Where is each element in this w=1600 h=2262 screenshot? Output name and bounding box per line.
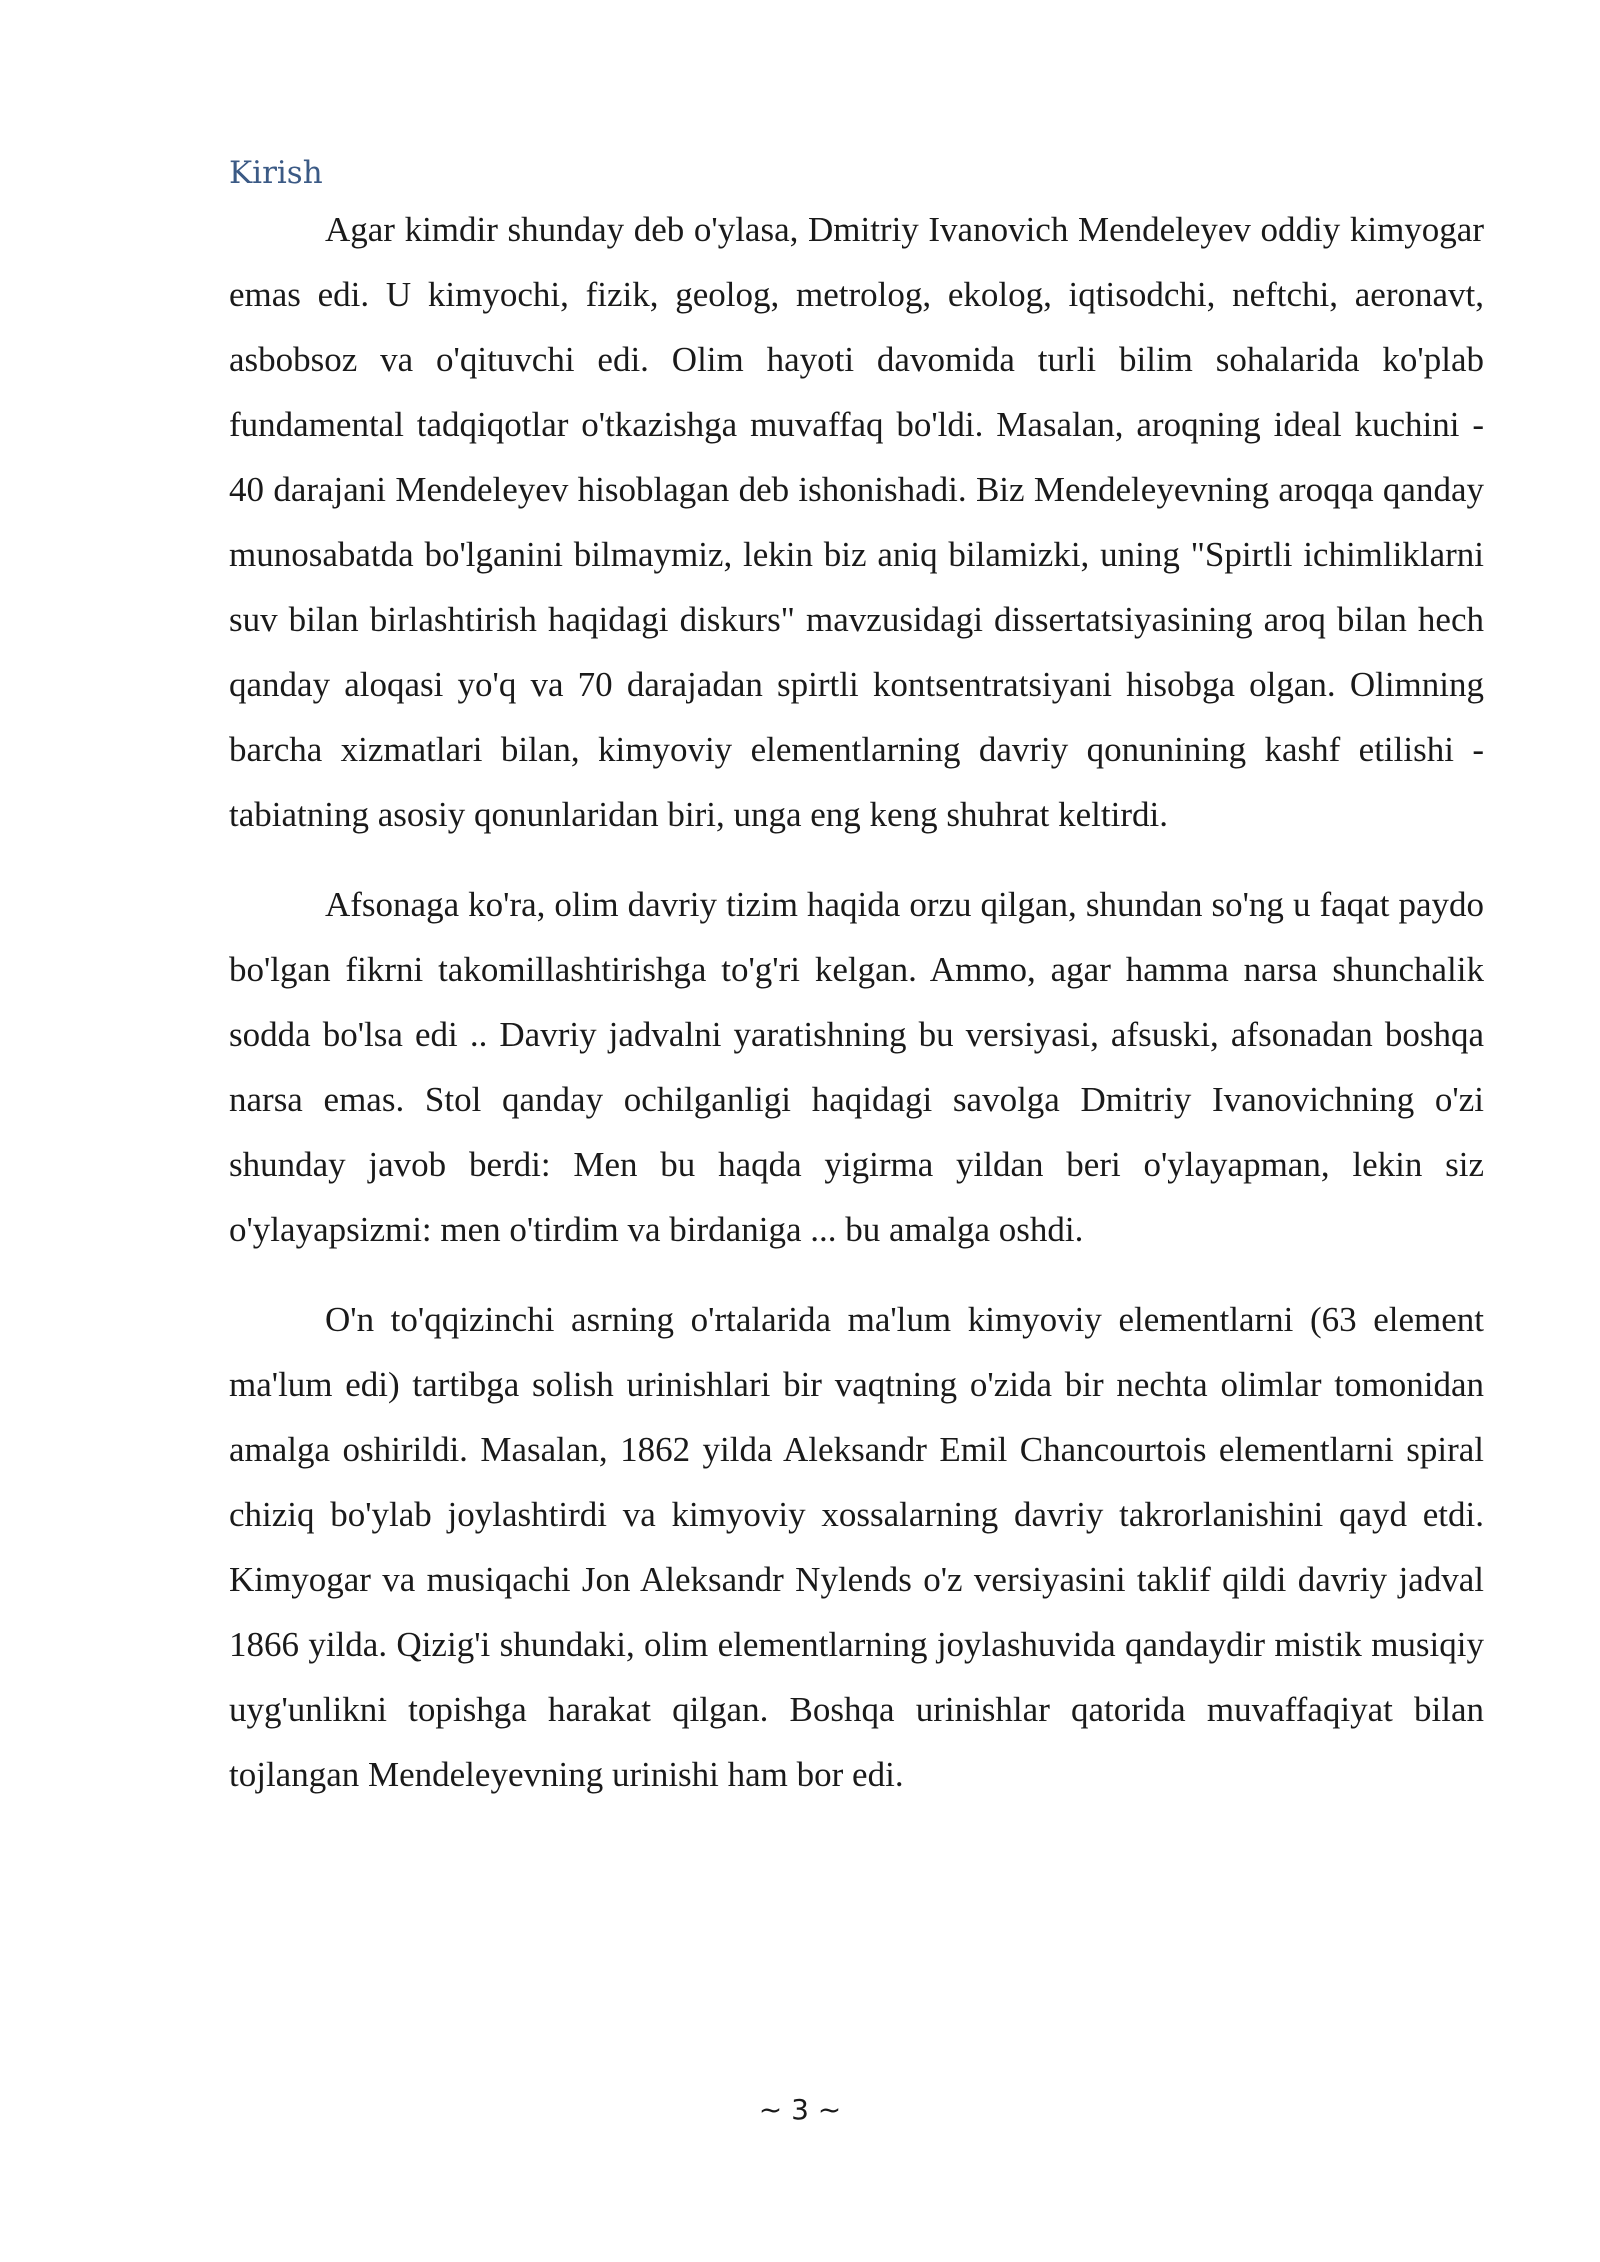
paragraph-3: O'n to'qqizinchi asrning o'rtalarida ma'lum kimyoviy elementlarni (63 element ma'lum edi) tartibga solish urinishlari bir vaqtning o'zida bir nechta olimlar tomonidan amalga oshirildi. Masalan, 1862 yilda Aleksandr Emil Chancourtois elementlarni spiral chiziq bo'ylab joylashtirdi va kimyoviy xossalarning davriy takrorlanishini qayd etdi. Kimyogar va musiqachi Jon Aleksandr Nylends o'z versiyasini taklif qildi davriy jadval 1866 yilda. Qizig'i shundaki, olim elementlarning joylashuvida qandaydir mistik musiqiy uyg'unlikni topishga harakat qilgan. Boshqa urinishlar qatorida muvaffaqiyat bilan tojlangan Mendeleyevning urinishi ham bor edi. bbox=[229, 1300, 1484, 1794]
page-number: ~ 3 ~ bbox=[758, 2093, 842, 2126]
section-heading: Kirish bbox=[229, 155, 323, 191]
paragraph-2: Afsonaga ko'ra, olim davriy tizim haqida orzu qilgan, shundan so'ng u faqat paydo bo'lgan fikrni takomillashtirishga to'g'ri kelgan. Ammo, agar hamma narsa shunchalik sodda bo'lsa edi .. Davriy jadvalni yaratishning bu versiyasi, afsuski, afsonadan boshqa narsa emas. Stol qanday ochilganligi haqidagi savolga Dmitriy Ivanovichning o'zi shunday javob berdi: Men bu haqda yigirma yildan beri o'ylayapman, lekin siz o'ylayapsizmi: men o'tirdim va birdaniga ... bu amalga oshdi. bbox=[229, 885, 1484, 1249]
paragraph-1: Agar kimdir shunday deb o'ylasa, Dmitriy Ivanovich Mendeleyev oddiy kimyogar emas edi. U kimyochi, fizik, geolog, metrolog, ekolog, iqtisodchi, neftchi, aeronavt, asbobsoz va o'qituvchi edi. Olim hayoti davomida turli bilim sohalarida ko'plab fundamental tadqiqotlar o'tkazishga muvaffaq bo'ldi. Masalan, aroqning ideal kuchini - 40 darajani Mendeleyev hisoblagan deb ishonishadi. Biz Mendeleyevning aroqqa qanday munosabatda bo'lganini bilmaymiz, lekin biz aniq bilamizki, uning "Spirtli ichimliklarni suv bilan birlashtirish haqidagi diskurs" mavzusidagi dissertatsiyasining aroq bilan hech qanday aloqasi yo'q va 70 darajadan spirtli kontsentratsiyani hisobga olgan. Olimning barcha xizmatlari bilan, kimyoviy elementlarning davriy qonunining kashf etilishi - tabiatning asosiy qonunlaridan biri, unga eng keng shuhrat keltirdi. bbox=[229, 210, 1484, 834]
page-content bbox=[229, 148, 1484, 1807]
